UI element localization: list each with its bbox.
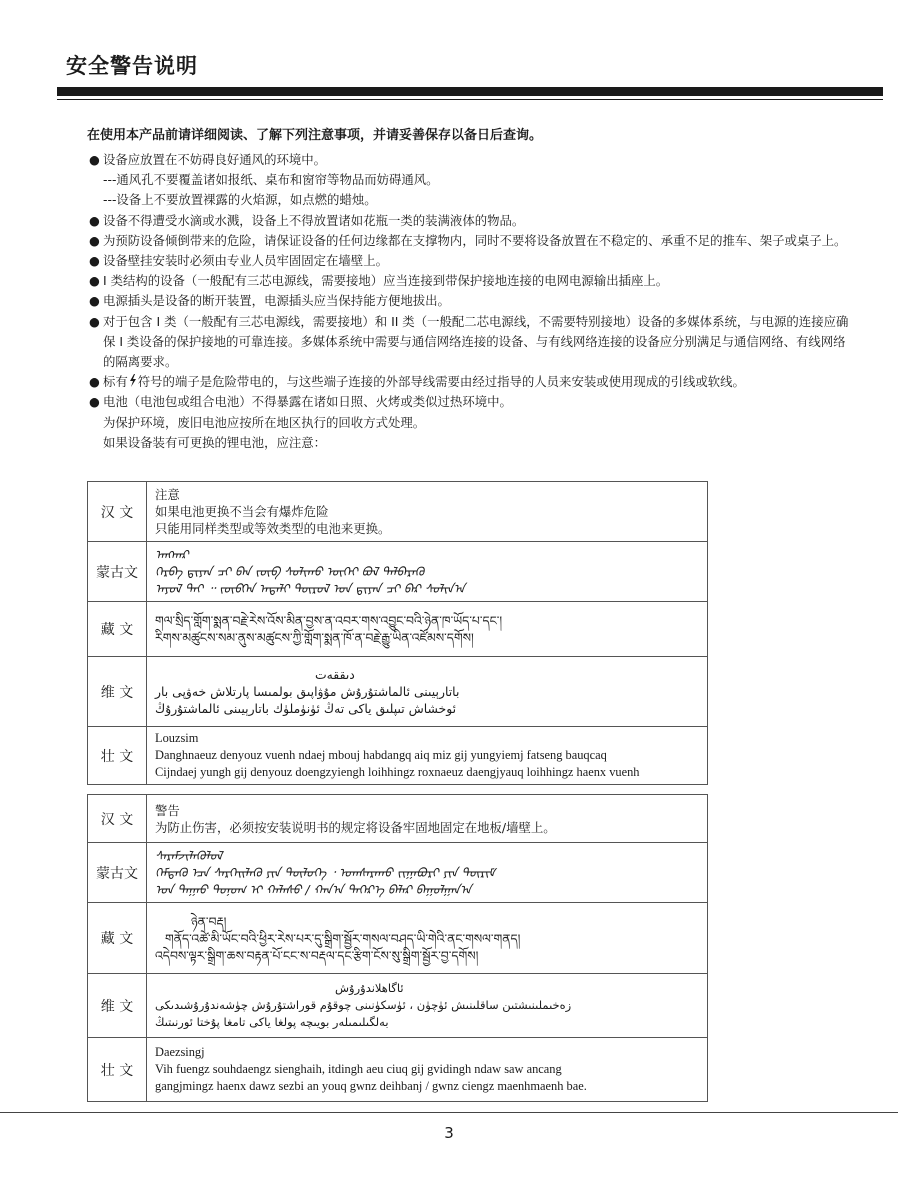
warning-heading: 警告 — [155, 802, 180, 818]
language-text — [147, 843, 708, 903]
warning-text: 设备应放置在不妨碍良好通风的环境中。 — [103, 152, 327, 167]
text-line: གལ་སྲིད་གློག་སྨན་བརྗེ་རེས་འོས་མིན་བྱས་ན་འབར་གས་འབྱུང་བའི་ཉེན་ཁ་ཡོད་པ་དང་། — [155, 613, 503, 628]
bullet-icon: ● — [89, 293, 100, 309]
language-label: 蒙古文 — [88, 843, 147, 903]
language-label: 蒙古文 — [88, 542, 147, 602]
bullet-icon: ● — [89, 374, 100, 390]
bullet-icon: ● — [89, 394, 100, 410]
text-line: རིགས་མཚུངས་སམ་ནུས་མཚུངས་ཀྱི་གློག་སྨན་ཁོ་ན་བརྗེ་རྒྱུ་ཡིན་འཛོམས་དགོས། — [155, 630, 474, 645]
caution-heading: Louzsim — [155, 731, 199, 745]
text-line: باتارېيىنى ئالماشتۇرۇش مۇۋاپىق بولمىسا پارتلاش خەۋپى بار — [155, 684, 460, 699]
warning-item — [87, 211, 857, 231]
language-text — [147, 482, 708, 542]
page-number: 3 — [444, 1124, 454, 1142]
text-line: Cijndaej yungh gij denyouz doengzyiengh loihhingz roxnaeuz daengjyauq loihhingz haenx vuenh — [155, 765, 640, 779]
bullet-icon: ● — [89, 212, 100, 228]
intro-text: 在使用本产品前请详细阅读、了解下列注意事项，并请妥善保存以备日后查询。 — [87, 128, 543, 143]
table-row — [88, 795, 708, 843]
table-row — [88, 974, 708, 1038]
bullet-icon: ● — [89, 313, 100, 329]
language-text — [147, 602, 708, 657]
text-line: زەخىملىنىشتىن ساقلىنىش ئۈچۈن ، ئۈسكۈنىنى چوقۇم قوراشتۇرۇش چۈشەندۇرۇشىدىكى — [155, 998, 572, 1012]
table-row — [88, 657, 708, 727]
warning-text: 为预防设备倾倒带来的危险，请保证设备的任何边缘都在支撑物内，同时不要将设备放置在不稳定的、承重不足的推车、架子或桌子上。 — [103, 232, 847, 248]
language-text — [147, 903, 708, 974]
language-label: 汉 文 — [88, 795, 147, 843]
title-rule-thin — [57, 99, 883, 100]
warning-item — [87, 251, 857, 271]
warning-subitem: ---设备上不要放置裸露的火焰源，如点燃的蜡烛。 — [103, 192, 377, 208]
page-title: 安全警告说明 — [66, 54, 198, 78]
language-text — [147, 1038, 708, 1102]
language-text — [147, 795, 708, 843]
warning-heading: ᠰᠡᠷᠡᠮᠵᠢᠯᠡᠬᠦᠯᠦᠯ — [155, 848, 223, 863]
warning-text: 电池（电池包或组合电池）不得暴露在诸如日照、火烤或类似过热环境中。 — [103, 394, 512, 410]
warning-heading: ئاگاھلاندۇرۇش — [335, 981, 404, 995]
warning-subitem: ---通风孔不要覆盖诸如报纸、桌布和窗帘等物品而妨碍通风。 — [103, 172, 439, 188]
language-label: 藏 文 — [88, 903, 147, 974]
text-line: ᠬᠡᠷᠪᠡ ᠳ᠋ᠢᠶᠠᠨ ᠴᠢ ᠪᠡᠨ ᠵᠦᠪ ᠰᠣᠯᠢᠬᠤ ᠦᠭᠡᠢ ᠪᠣᠯ ᠳᠡᠯᠪᠡᠷᠡᠬᠦ — [155, 564, 425, 579]
warning-text: 设备不得遭受水滴或水溅，设备上不得放置诸如花瓶一类的装满液体的物品。 — [103, 212, 525, 228]
warning-text: 设备壁挂安装时必须由专业人员牢固固定在墙壁上。 — [103, 253, 388, 269]
table-row — [88, 1038, 708, 1102]
warning-item — [87, 150, 857, 170]
warning-item — [87, 271, 857, 291]
caution-heading: ᠠᠩᠬᠠᠷ — [155, 547, 189, 562]
text-line: གནོད་འཚེ་མི་ཡོང་བའི་ཕྱིར་རེས་པར་དུ་སྒྲིག་སྦྱོར་གསལ་བཤད་ཡི་གེའི་ནང་གསལ་གནད། — [165, 930, 521, 946]
warning-item — [87, 231, 857, 251]
language-text — [147, 974, 708, 1038]
warning-text: 电源插头是设备的断开装置，电源插头应当保持能方便地拔出。 — [103, 293, 450, 309]
language-label: 壮 文 — [88, 727, 147, 785]
bullet-icon: ● — [89, 253, 100, 269]
bullet-icon: ● — [89, 232, 100, 248]
footer-rule — [0, 1112, 898, 1113]
language-label: 汉 文 — [88, 482, 147, 542]
text-line: Vih fuengz souhdaengz sienghaih, itdingh aeu ciuq gij gvidingh ndaw saw ancang — [155, 1062, 562, 1076]
table-row — [88, 843, 708, 903]
warning-item — [87, 312, 857, 373]
warning-subitem: 如果设备装有可更换的锂电池，应注意： — [103, 434, 327, 450]
text-line: འདེབས་ལྟར་སྒྲིག་ཆས་བརྟན་པོ་ངང་ས་བརྡལ་དང་རྩིག་ངོས་སུ་སྒྲིག་སྦྱོར་བྱ་དགོས། — [155, 947, 479, 963]
bullet-icon: ● — [89, 273, 100, 289]
warning-text: I 类结构的设备（一般配有三芯电源线，需要接地）应当连接到带保护接地连接的电网电源输出插座上。 — [103, 273, 669, 289]
text-line: ئوخشاش تىپلىق ياكى تەڭ ئۈنۈملۈك باتارېيىنى ئالماشتۇرۇڭ — [155, 701, 457, 716]
warning-item — [87, 291, 857, 311]
table-row — [88, 727, 708, 785]
title-rule-thick — [57, 87, 883, 96]
language-text — [147, 657, 708, 727]
warning-item — [87, 392, 857, 412]
language-label: 维 文 — [88, 657, 147, 727]
text-line: 如果电池更换不当会有爆炸危险 — [155, 504, 329, 519]
symbol-warning-prefix: 标有 — [103, 374, 128, 390]
warning-subitem: 为保护环境，废旧电池应按所在地区执行的回收方式处理。 — [103, 414, 426, 430]
battery-caution-table — [87, 481, 708, 785]
text-line: ᠭᠡᠮᠲᠡᠬᠦ ᠡᠴᠡ ᠰᠡᠷᠭᠡᠢᠯᠡᠬᠦ ᠶᠢᠨ ᠲᠥᠯᠥᠭᠡ ᠂ ᠤᠭᠰᠠᠷᠠᠬᠤ ᠵᠢᠭᠠᠪᠤᠷᠢ ᠶᠢᠨ ᠳᠦᠷᠢᠮ — [155, 865, 496, 880]
table-row — [88, 602, 708, 657]
text-line: 为防止伤害，必须按安装说明书的规定将设备牢固地固定在地板/墙壁上。 — [155, 819, 556, 835]
language-label: 维 文 — [88, 974, 147, 1038]
bullet-icon: ● — [89, 152, 100, 167]
language-text — [147, 727, 708, 785]
mounting-warning-table — [87, 794, 708, 1102]
warning-item-symbol — [87, 372, 857, 392]
text-line: ᠠᠶᠤᠯ ᠲᠠᠢ ᠃ ᠵᠥᠪᠬᠡᠨ ᠠᠳᠠᠯᠢ ᠲᠥᠷᠥᠯ ᠤᠨ ᠳ᠋ᠢᠶᠠᠨ ᠴᠢ ᠪᠡᠷ ᠰᠣᠯᠢᠨ᠎ᠠ — [155, 581, 466, 596]
warning-text: 对于包含 I 类（一般配有三芯电源线，需要接地）和 II 类（一般配二芯电源线，不需要特别接地）设备的多媒体系统，与电源的连接应确保 I 类设备的保护接地的可靠连接。多媒体系统中需要与通信网络连接的设备、与有线网络连接的设备应分别满足与通信网络、有线网络的隔离要求。 — [103, 313, 849, 370]
text-line: 只能用同样类型或等效类型的电池来更换。 — [155, 521, 391, 536]
caution-heading: 注意 — [155, 487, 180, 502]
table-row — [88, 482, 708, 542]
warning-heading: ཉེན་བརྡ། — [191, 913, 227, 929]
caution-heading: دىققەت — [315, 667, 355, 682]
warning-list — [87, 150, 857, 453]
text-line: gangjmingz haenx dawz sezbi an youq gwnz deihbanj / gwnz ciengz maenhmaenh bae. — [155, 1079, 587, 1093]
language-label: 壮 文 — [88, 1038, 147, 1102]
table-row — [88, 542, 708, 602]
text-line: ᠤᠨ ᠳᠠᠭᠠᠤ ᠲᠣᠨᠣᠭ ᠢ ᠬᠠᠯᠠᠰᠤ / ᠬᠠᠨ᠎ᠠ ᠳᠡᠭᠡᠷ᠎ᠡ ᠪᠠᠯᠠᠷ ᠪᠠᠭᠤᠯᠭᠠᠨ᠎ᠠ — [155, 882, 472, 897]
language-text — [147, 542, 708, 602]
lightning-bolt-icon — [129, 374, 137, 387]
text-line: بەلگىلىمىلەر بويىچە پولغا ياكى تامغا پۇختا ئورنىتىڭ — [155, 1015, 389, 1029]
table-row — [88, 903, 708, 974]
symbol-warning-text: 符号的端子是危险带电的，与这些端子连接的外部导线需要由经过指导的人员来安装或使用现成的引线或软线。 — [137, 374, 745, 390]
warning-heading: Daezsingj — [155, 1045, 205, 1059]
text-line: Danghnaeuz denyouz vuenh ndaej mbouj habdangq aiq miz gij yungyiemj fatseng bauqcaq — [155, 748, 607, 762]
language-label: 藏 文 — [88, 602, 147, 657]
